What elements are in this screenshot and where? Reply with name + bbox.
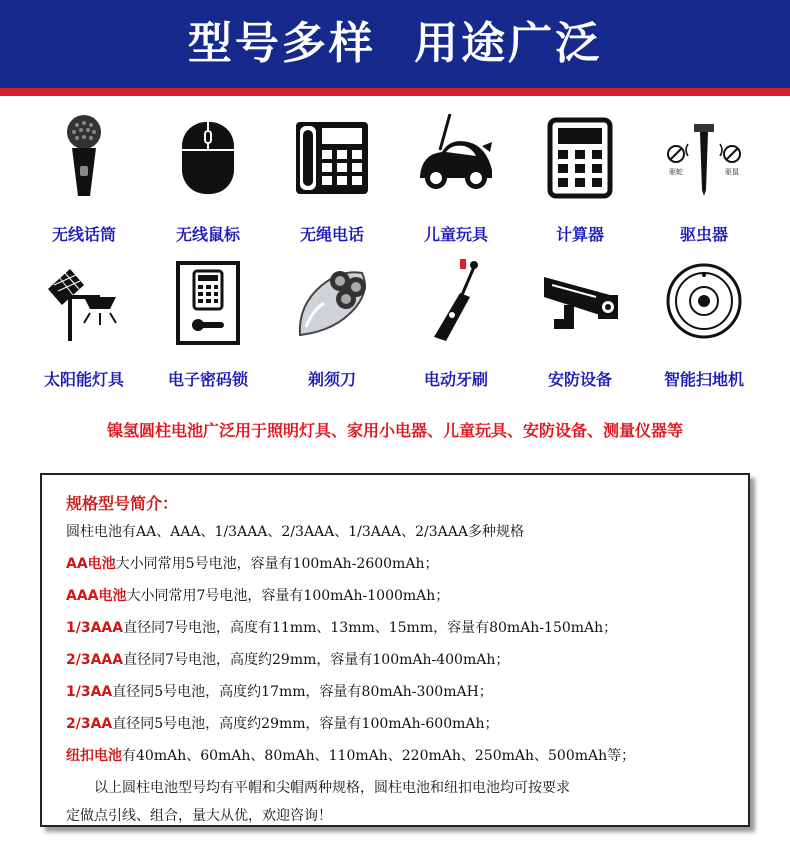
header-red-stripe: [0, 88, 790, 96]
use-item-robot-vacuum: [642, 255, 766, 405]
use-label: 太阳能灯具: [43, 370, 124, 389]
use-item-phone: [270, 110, 394, 260]
spec-line-text: 定做点引线、组合，量大从优，欢迎咨询！: [66, 808, 332, 824]
spec-line-tag: 2/3AAA: [66, 652, 124, 668]
spec-line-text: 大小同常用5号电池，容量有100mAh-2600mAh；: [115, 556, 439, 572]
use-item-solar-lamp: [22, 255, 146, 405]
toy-car-icon: [416, 110, 496, 200]
use-item-mouse: [146, 110, 270, 260]
use-label: 无绳电话: [299, 225, 364, 244]
repeller-icon: [664, 110, 744, 200]
spec-line: [66, 617, 617, 637]
use-item-lock: [146, 255, 270, 405]
spec-line: [66, 713, 499, 733]
calculator-icon: [540, 110, 620, 200]
use-label: 计算器: [555, 225, 604, 244]
use-label: 无线话筒: [51, 225, 116, 244]
repeller-snake-text: 驱蛇: [669, 168, 683, 176]
use-label: 驱虫器: [679, 225, 728, 244]
spec-line-text: 直径同7号电池，高度约29mm，容量有100mAh-400mAh；: [123, 652, 510, 668]
spec-line-text: 圆柱电池有AA、AAA、1/3AAA、2/3AAA、1/3AAA、2/3AAA多种规格: [66, 524, 525, 540]
spec-line: [66, 745, 635, 765]
keypad-lock-icon: [168, 255, 248, 345]
solar-lamp-icon: [44, 255, 124, 345]
spec-line: [66, 777, 570, 797]
spec-line-text: 直径同5号电池，高度约29mm，容量有100mAh-600mAh；: [112, 716, 499, 732]
page-title: 型号多样 用途广泛: [187, 18, 603, 69]
spec-line: [66, 681, 493, 701]
spec-line-text: 大小同常用7号电池，容量有100mAh-1000mAh；: [126, 588, 450, 604]
spec-line-tag: 纽扣电池: [66, 748, 122, 764]
use-item-toy: [394, 110, 518, 260]
spec-line-text: 直径同5号电池，高度约17mm，容量有80mAh-300mAH；: [112, 684, 493, 700]
use-label: 无线鼠标: [175, 225, 240, 244]
toothbrush-icon: [416, 255, 496, 345]
shaver-icon: [292, 255, 372, 345]
microphone-icon: [44, 110, 124, 200]
use-label: 电动牙刷: [423, 370, 488, 389]
repeller-rat-text: 驱鼠: [725, 168, 739, 176]
spec-line-text: 直径同7号电池，高度有11mm、13mm、15mm，容量有80mAh-150mAh；: [123, 620, 618, 636]
use-item-calculator: [518, 110, 642, 260]
spec-line: [66, 585, 449, 605]
spec-line: [66, 805, 332, 825]
use-label: 电子密码锁: [167, 370, 248, 389]
use-item-security: [518, 255, 642, 405]
spec-title: 规格型号简介：: [66, 494, 179, 513]
usage-note: 镍氢圆柱电池广泛用于照明灯具、家用小电器、儿童玩具、安防设备、测量仪器等: [106, 421, 683, 440]
spec-line-tag: AAA电池: [66, 588, 127, 604]
spec-line-tag: AA电池: [66, 556, 116, 572]
spec-panel: [40, 473, 750, 827]
spec-line: [66, 521, 524, 541]
camera-icon: [540, 255, 620, 345]
spec-line-text: 有40mAh、60mAh、80mAh、110mAh、220mAh、250mAh、500mAh等；: [122, 748, 636, 764]
use-item-repeller: [642, 110, 766, 260]
use-label: 安防设备: [547, 370, 612, 389]
use-item-microphone: [22, 110, 146, 260]
spec-line-text: 以上圆柱电池型号均有平帽和尖帽两种规格，圆柱电池和纽扣电池均可按要求: [66, 780, 570, 796]
use-label: 剃须刀: [307, 370, 356, 389]
use-item-shaver: [270, 255, 394, 405]
phone-icon: [292, 110, 372, 200]
spec-line-tag: 2/3AA: [66, 716, 113, 732]
use-label: 智能扫地机: [663, 370, 744, 389]
spec-line: [66, 553, 438, 573]
spec-line-tag: 1/3AAA: [66, 620, 124, 636]
use-item-toothbrush: [394, 255, 518, 405]
use-label: 儿童玩具: [423, 225, 488, 244]
spec-line-tag: 1/3AA: [66, 684, 113, 700]
mouse-icon: [168, 110, 248, 200]
spec-line: [66, 649, 509, 669]
robot-vacuum-icon: [664, 255, 744, 345]
